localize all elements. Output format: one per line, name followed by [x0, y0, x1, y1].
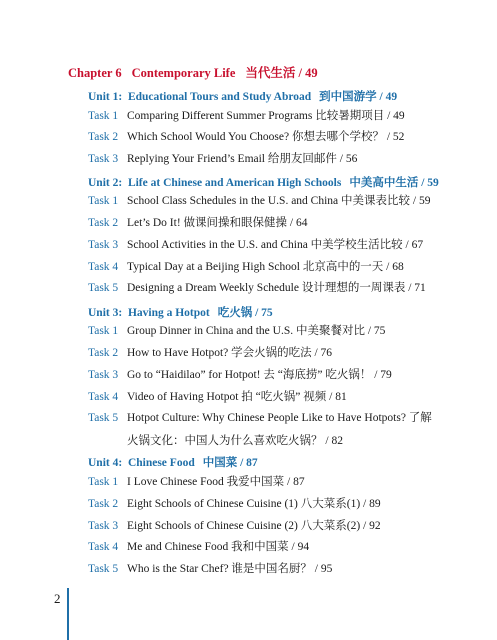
task-title: Replying Your Friend’s Email 给朋友回邮件 / 56 — [127, 153, 358, 165]
chapter-heading — [68, 63, 318, 81]
unit-heading — [88, 454, 258, 470]
unit-title: Life at Chinese and American High Schools — [127, 177, 342, 189]
task-entry — [88, 560, 332, 576]
unit-label: Unit 2: — [88, 177, 123, 189]
task-title: Eight Schools of Chinese Cuisine (1) 八大菜系(1) / 89 — [127, 498, 381, 510]
task-entry — [88, 366, 392, 382]
task-label: Task 2 — [88, 347, 119, 359]
task-title: Hotpot Culture: Why Chinese People Like to Have Hotpots? 了解 — [127, 412, 432, 424]
task-label: Task 5 — [88, 412, 119, 424]
task-title: Which School Would You Choose? 你想去哪个学校？ / 52 — [127, 131, 405, 143]
task-label: Task 2 — [88, 498, 119, 510]
unit-label: Unit 1: — [88, 91, 123, 103]
task-entry — [88, 409, 432, 425]
unit-page: / 75 — [255, 307, 273, 319]
task-entry — [88, 150, 357, 166]
task-entry — [88, 322, 385, 338]
unit-label: Unit 4: — [88, 457, 123, 469]
task-label: Task 1 — [88, 325, 119, 337]
task-entry — [88, 517, 381, 533]
chapter-chinese-title: 当代生活 — [245, 66, 296, 80]
task-entry — [88, 214, 307, 230]
task-entry — [88, 279, 426, 295]
task-label: Task 1 — [88, 195, 119, 207]
task-title: Group Dinner in China and the U.S. 中美聚餐对比 / 75 — [127, 325, 386, 337]
task-title: Me and Chinese Food 我和中国菜 / 94 — [127, 541, 310, 553]
task-entry — [88, 107, 405, 123]
task-label: Task 4 — [88, 391, 119, 403]
task-entry — [88, 344, 332, 360]
task-label: Task 1 — [88, 476, 119, 488]
unit-chinese-title: 中国菜 — [202, 457, 238, 469]
task-title: Designing a Dream Weekly Schedule 设计理想的一周课表 / 71 — [127, 282, 426, 294]
unit-title: Educational Tours and Study Abroad — [127, 91, 312, 103]
task-label: Task 5 — [88, 563, 119, 575]
task-title: School Activities in the U.S. and China 中美学校生活比较 / 67 — [127, 239, 424, 251]
task-entry — [88, 258, 404, 274]
task-label: Task 3 — [88, 153, 119, 165]
task-entry — [88, 473, 305, 489]
unit-title: Having a Hotpot — [127, 307, 210, 319]
task-entry — [88, 538, 309, 554]
task-entry — [88, 495, 381, 511]
unit-heading — [88, 174, 439, 190]
task-entry — [88, 192, 430, 208]
task-title: Who is the Star Chef? 谁是中国名厨？ / 95 — [127, 563, 333, 575]
task-label: Task 3 — [88, 369, 119, 381]
task-label: Task 2 — [88, 131, 119, 143]
task-title: How to Have Hotpot? 学会火锅的吃法 / 76 — [127, 347, 333, 359]
unit-heading — [88, 304, 273, 320]
task-entry — [88, 128, 404, 144]
chapter-label: Chapter 6 — [68, 66, 122, 80]
task-label: Task 4 — [88, 261, 119, 273]
unit-chinese-title: 到中国游学 — [319, 91, 377, 103]
margin-rule — [67, 588, 69, 640]
task-label: Task 3 — [88, 520, 119, 532]
unit-chinese-title: 吃火锅 — [217, 307, 253, 319]
task-title: Comparing Different Summer Programs 比较暑期项目 / 49 — [127, 110, 405, 122]
unit-page: / 87 — [240, 457, 258, 469]
task-entry — [88, 236, 423, 252]
chapter-page: / 49 — [298, 66, 318, 80]
task-title: Eight Schools of Chinese Cuisine (2) 八大菜系(2) / 92 — [127, 520, 381, 532]
chapter-title: Contemporary Life — [131, 66, 236, 80]
task-title: School Class Schedules in the U.S. and China 中美课表比较 / 59 — [127, 195, 431, 207]
task-label: Task 4 — [88, 541, 119, 553]
task-title: Video of Having Hotpot 拍 “吃火锅” 视频 / 81 — [127, 391, 347, 403]
task-label: Task 2 — [88, 217, 119, 229]
unit-page: / 59 — [421, 177, 439, 189]
task-entry — [88, 388, 347, 404]
unit-title: Chinese Food — [127, 457, 195, 469]
task-title: I Love Chinese Food 我爱中国菜 / 87 — [127, 476, 305, 488]
unit-page: / 49 — [379, 91, 398, 103]
unit-heading — [88, 88, 397, 104]
task-label: Task 5 — [88, 282, 119, 294]
task-title: Go to “Haidilao” for Hotpot! 去 “海底捞” 吃火锅！ / 79 — [127, 369, 392, 381]
task-title: Typical Day at a Beijing High School 北京高中的一天 / 68 — [127, 261, 404, 273]
task-label: Task 3 — [88, 239, 119, 251]
task-label: Task 1 — [88, 110, 119, 122]
task-title-continuation: 火锅文化：中国人为什么喜欢吃火锅？ / 82 — [127, 435, 343, 447]
task-title: Let’s Do It! 做课间操和眼保健操 / 64 — [127, 217, 308, 229]
page-number: 2 — [54, 591, 61, 606]
unit-label: Unit 3: — [88, 307, 123, 319]
unit-chinese-title: 中美高中生活 — [349, 177, 419, 189]
